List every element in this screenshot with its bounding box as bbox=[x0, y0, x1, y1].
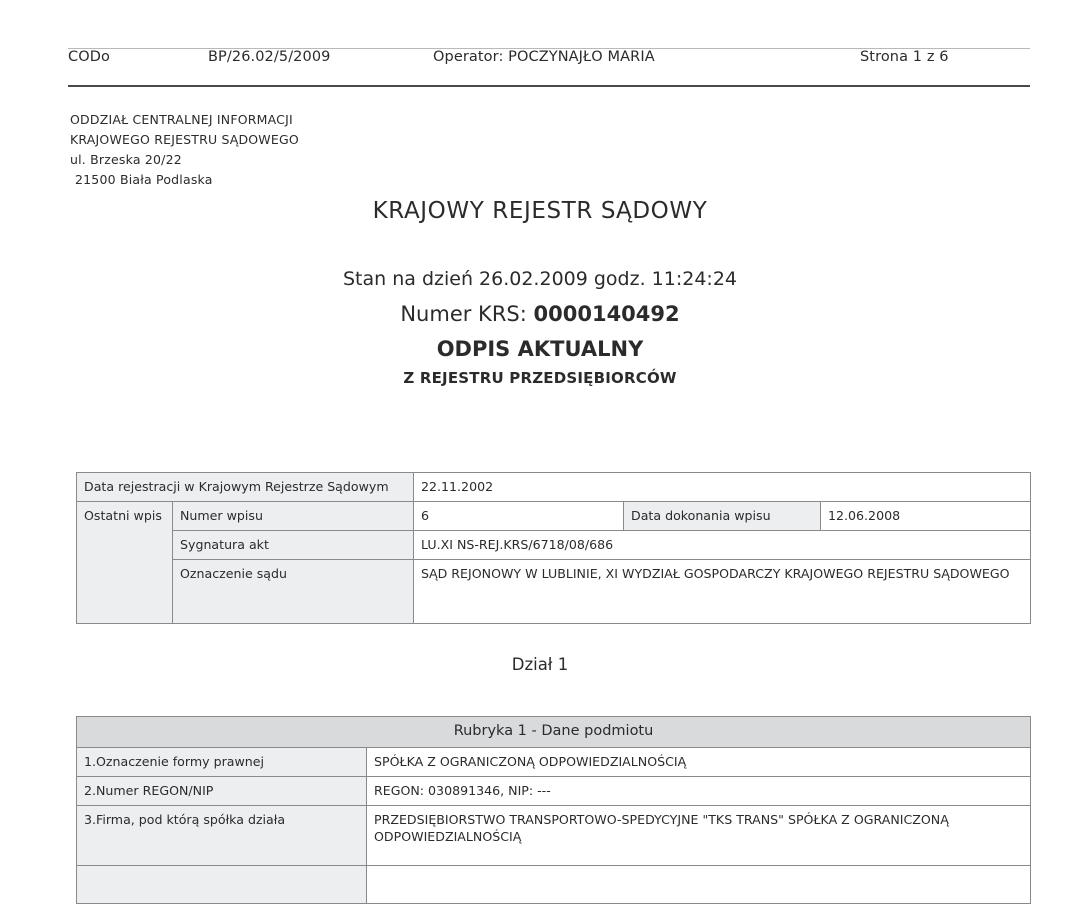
krs-number-value: 0000140492 bbox=[533, 302, 680, 326]
company-name-value: PRZEDSIĘBIORSTWO TRANSPORTOWO-SPEDYCYJNE "TKS TRANS" SPÓŁKA Z OGRANICZONĄ ODPOWIEDZIALNOŚCIĄ bbox=[367, 806, 1031, 866]
section-caption: Dział 1 bbox=[511, 655, 569, 674]
case-signature-label: Sygnatura akt bbox=[173, 531, 414, 560]
entry-date-label: Data dokonania wpisu bbox=[624, 502, 821, 531]
table-row bbox=[77, 806, 1031, 866]
rubryka1-table bbox=[76, 716, 1031, 904]
header-codo: CODo bbox=[68, 49, 110, 65]
table-row bbox=[77, 473, 1031, 502]
court-value: SĄD REJONOWY W LUBLINIE, XI WYDZIAŁ GOSPODARCZY KRAJOWEGO REJESTRU SĄDOWEGO bbox=[414, 560, 1031, 624]
company-name-label: 3.Firma, pod którą spółka działa bbox=[77, 806, 367, 866]
issuer-address-block bbox=[70, 110, 299, 190]
regon-nip-value: REGON: 030891346, NIP: --- bbox=[367, 777, 1031, 806]
table-row bbox=[77, 777, 1031, 806]
entry-number-value: 6 bbox=[414, 502, 624, 531]
case-signature-value: LU.XI NS-REJ.KRS/6718/08/686 bbox=[414, 531, 1031, 560]
page-title: KRAJOWY REJESTR SĄDOWY bbox=[372, 198, 708, 224]
issuer-street: ul. Brzeska 20/22 bbox=[70, 152, 182, 167]
header-rule-bottom bbox=[68, 85, 1030, 87]
table-row bbox=[77, 748, 1031, 777]
next-row-value bbox=[367, 866, 1031, 904]
entry-number-label: Numer wpisu bbox=[173, 502, 414, 531]
legal-form-label: 1.Oznaczenie formy prawnej bbox=[77, 748, 367, 777]
header-page-number: Strona 1 z 6 bbox=[860, 49, 949, 65]
court-label: Oznaczenie sądu bbox=[173, 560, 414, 624]
entry-date-value: 12.06.2008 bbox=[821, 502, 1031, 531]
header-row bbox=[68, 49, 1030, 83]
document-header bbox=[68, 48, 1030, 87]
copy-type-title: ODPIS AKTUALNY bbox=[436, 337, 644, 361]
rubryka1-heading: Rubryka 1 - Dane podmiotu bbox=[77, 717, 1031, 748]
table-row bbox=[77, 866, 1031, 904]
header-operator: Operator: POCZYNAJŁO MARIA bbox=[433, 49, 655, 65]
registration-date-label: Data rejestracji w Krajowym Rejestrze Sądowym bbox=[77, 473, 414, 502]
krs-number-label: Numer KRS: bbox=[400, 302, 527, 326]
register-subtitle: Z REJESTRU PRZEDSIĘBIORCÓW bbox=[403, 369, 677, 387]
registration-table bbox=[76, 472, 1031, 624]
issuer-line-2: KRAJOWEGO REJESTRU SĄDOWEGO bbox=[70, 132, 299, 147]
title-block bbox=[0, 198, 1080, 387]
legal-form-value: SPÓŁKA Z OGRANICZONĄ ODPOWIEDZIALNOŚCIĄ bbox=[367, 748, 1031, 777]
krs-number-line bbox=[0, 302, 1080, 326]
registration-date-value: 22.11.2002 bbox=[414, 473, 1031, 502]
header-document-signature: BP/26.02/5/2009 bbox=[208, 49, 331, 65]
regon-nip-label: 2.Numer REGON/NIP bbox=[77, 777, 367, 806]
table-row bbox=[77, 502, 1031, 531]
issuer-city: 21500 Biała Podlaska bbox=[75, 172, 213, 187]
next-row-label bbox=[77, 866, 367, 904]
last-entry-group-label: Ostatni wpis bbox=[77, 502, 173, 624]
issuer-line-1: ODDZIAŁ CENTRALNEJ INFORMACJI bbox=[70, 112, 293, 127]
table-row bbox=[77, 531, 1031, 560]
table-row bbox=[77, 717, 1031, 748]
state-as-of-line: Stan na dzień 26.02.2009 godz. 11:24:24 bbox=[343, 268, 737, 290]
table-row bbox=[77, 560, 1031, 624]
